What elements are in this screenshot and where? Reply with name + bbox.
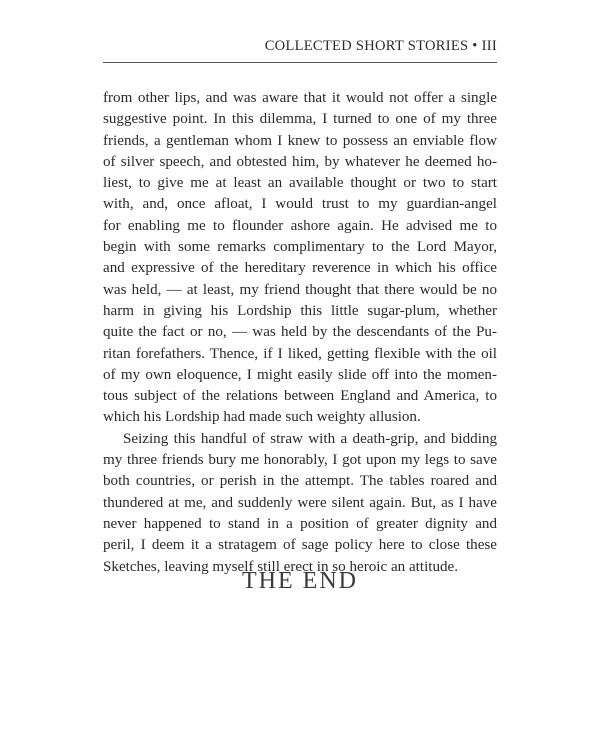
text-line: liest, to give me at least an available thought or two to start [103, 175, 497, 192]
paragraph-1 [103, 88, 497, 429]
text-line: both countries, or perish in the attempt. The tables roared and [103, 473, 497, 490]
text-line: peril, I deem it a stratagem of sage policy here to close these [103, 537, 497, 554]
text-line: was held, — at least, my friend thought that there would be no [103, 281, 497, 298]
text-line: harm in giving his Lordship this little sugar-plum, whether [103, 302, 497, 319]
the-end-heading: THE END [242, 568, 358, 594]
body-text [103, 88, 497, 578]
text-line: suggestive point. In this dilemma, I turned to one of my three [103, 111, 497, 128]
text-line: ritan forefathers. Thence, if I liked, getting flexible with the oil [103, 345, 497, 362]
text-line: Seizing this handful of straw with a death-grip, and bidding [123, 430, 497, 447]
text-line: for enabling me to flounder ashore again. He advised me to [103, 217, 497, 234]
paragraph-2 [103, 429, 497, 578]
text-line: thundered at me, and suddenly were silent again. But, as I have [103, 494, 497, 511]
text-line: never happened to stand in a position of greater dignity and [103, 515, 497, 532]
text-line: from other lips, and was aware that it would not offer a single [103, 90, 497, 106]
text-line: tous subject of the relations between England and America, to [103, 388, 497, 405]
text-line: and expressive of the hereditary reverence in which his office [103, 260, 497, 277]
text-line: of silver speech, and obtested him, by whatever he deemed ho- [103, 153, 497, 170]
running-header: COLLECTED SHORT STORIES • III [264, 38, 497, 54]
text-line: begin with some remarks complimentary to the Lord Mayor, [103, 239, 497, 256]
text-line: quite the fact or no, — was held by the descendants of the Pu- [103, 324, 497, 341]
text-line: my three friends bury me honorably, I got upon my legs to save [103, 452, 497, 469]
text-line: of my own eloquence, I might easily slide off into the momen- [103, 366, 497, 383]
text-line: which his Lordship had made such weighty allusion. [103, 409, 421, 426]
text-line: friends, a gentleman whom I knew to possess an enviable flow [103, 132, 497, 149]
header-divider [103, 62, 497, 63]
text-line: Sketches, leaving myself still erect in so heroic an attitude. [103, 558, 459, 575]
text-line: with, and, once afloat, I would trust to my guardian-angel [103, 196, 497, 213]
